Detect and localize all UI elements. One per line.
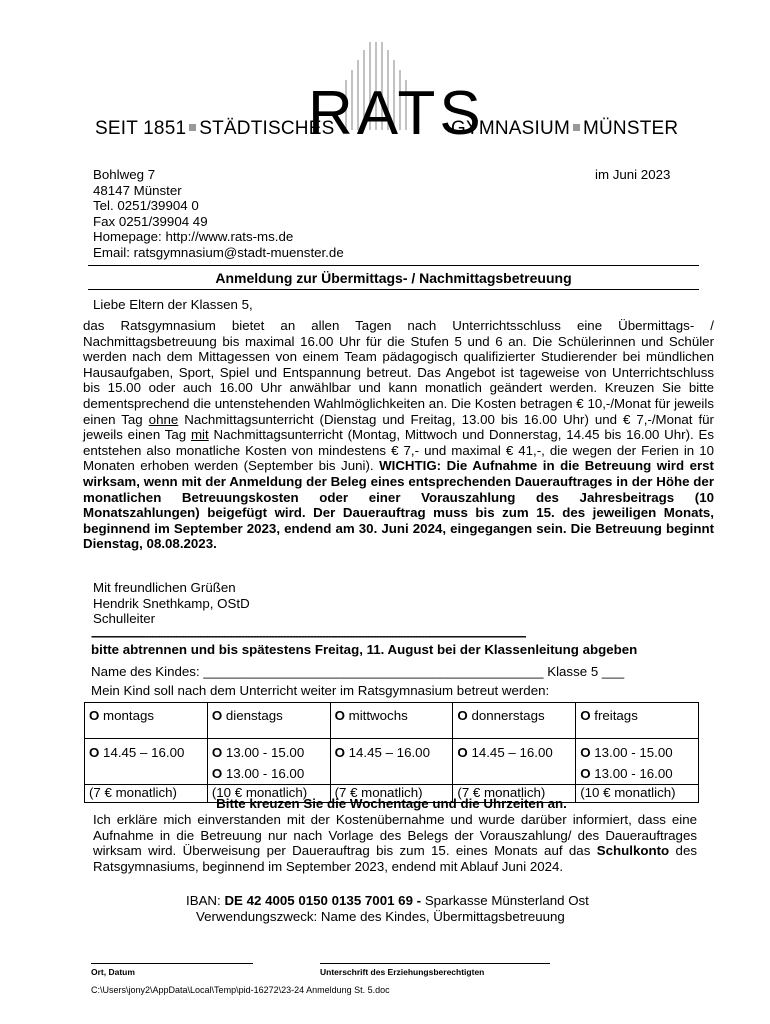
important-notice: WICHTIG: Die Aufnahme in die Betreuung wird erst wirksam, wenn mit der Anmeldung der Beleg eines entsprechenden Dauerauftrages in der Höhe der monatlichen Betreuungskosten oder einer Vorauszahlung des Jahresbeitrags (10 Monatszahlungen) beigefügt wird. Der Dauerauftrag muss bis zum 15. des jeweiligen Monats, beginnend im September 2023, endend am 30. Juni 2024, eingegangen sein. Die Betreuung beginnt Dienstag, 08.08.2023. [83,458,714,552]
address-homepage: Homepage: http://www.rats-ms.de [93,229,294,245]
declaration-schulkonto: Schulkonto [596,843,670,859]
cut-notice: bitte abtrennen und bis spätestens Freitag, 11. August bei der Klassenleitung abgeben [91,642,638,657]
checkbox-icon[interactable]: O [580,708,591,723]
closing-regards: Mit freundlichen Grüßen [93,580,236,595]
address-tel: Tel. 0251/39904 0 [93,198,199,214]
underlined-ohne: ohne [148,411,179,427]
file-path: C:\Users\jony2\AppData\Local\Temp\pid-16272\23-24 Anmeldung St. 5.doc [91,985,390,995]
checkbox-icon[interactable]: O [211,745,223,760]
divider-line [88,265,699,266]
square-separator-icon [573,124,580,131]
checkbox-icon[interactable]: O [211,708,223,723]
address-fax: Fax 0251/39904 49 [93,213,208,229]
day-label: donnerstags [471,708,545,723]
day-cell-mittwochs[interactable] [330,703,453,739]
checkbox-icon[interactable]: O [334,708,345,723]
divider-line [88,289,699,290]
iban-label: IBAN: [186,893,221,908]
child-name-field[interactable]: Name des Kindes: ______________________________________________ Klasse 5 ___ [91,664,625,679]
greeting: Liebe Eltern der Klassen 5, [93,297,253,312]
time-cell[interactable] [85,739,208,785]
table-row [85,703,699,739]
closing-role: Schulleiter [93,611,156,627]
checkbox-icon[interactable]: O [89,708,100,723]
day-label: montags [103,708,155,723]
day-label: mittwochs [348,708,408,723]
iban-number: DE 42 4005 0150 0135 7001 69 - [224,893,422,908]
cost-cell: (10 € monatlich) [576,785,699,803]
address-street: Bohlweg 7 [93,167,156,182]
declaration-part-1: Ich erkläre mich einverstanden mit der Kostenübernahme und wurde darüber informiert, dass eine Aufnahme in die Betreuung nur nach Vorlage des Belegs der Vorauszahlung/ des Dauerauftrages wirksam wird. Überweisung per Dauerauftrag bis zum 15. eines Monats auf das [93,812,697,859]
cost-cell: (7 € monatlich) [330,785,453,803]
address-email: Email: ratsgymnasium@stadt-muenster.de [93,244,344,260]
bank-name: Sparkasse Münsterland Ost [424,893,589,908]
time-cell[interactable] [453,739,576,785]
underlined-mit: mit [190,427,209,443]
day-cell-dienstags[interactable] [207,703,330,739]
checkbox-icon[interactable]: O [580,766,591,781]
time-label: 13.00 - 16.00 [594,766,673,781]
checkbox-icon[interactable]: O [211,766,223,781]
day-cell-freitags[interactable] [576,703,699,739]
care-statement: Mein Kind soll nach dem Unterricht weiter im Ratsgymnasium betreut werden: [91,683,550,698]
declaration-part-2: des Ratsgymnasiums, beginnend im September 2023, endend mit Ablauf Juni 2024. [93,843,697,874]
table-row [85,739,699,785]
payment-purpose: Verwendungszweck: Name des Kindes, Übermittagsbetreuung [196,909,565,924]
iban-line [186,893,589,908]
time-label: 14.45 – 16.00 [471,745,553,760]
body-paragraph [83,318,714,552]
days-table [84,702,699,803]
checkbox-icon[interactable]: O [89,745,100,760]
square-separator-icon [189,124,196,131]
time-cell[interactable] [576,739,699,785]
instruction-text: Bitte kreuzen Sie die Wochentage und die Uhrzeiten an. [216,796,567,811]
cost-cell: (7 € monatlich) [85,785,208,803]
day-cell-donnerstags[interactable] [453,703,576,739]
closing-name: Hendrik Snethkamp, OStD [93,595,250,611]
guardian-signature-label: Unterschrift des Erziehungsberechtigten [320,967,485,977]
address-city: 48147 Münster [93,182,182,198]
letterhead-since: SEIT 1851 [95,118,187,139]
letterhead-gymnasium: GYMNASIUM [451,118,570,139]
body-part-2: Nachmittagsunterricht (Dienstag und Freitag, 13.00 bis 16.00 Uhr) und € 7,-/Monat für jeweils einen Tag [83,411,714,443]
day-cell-montags[interactable] [85,703,208,739]
time-cell[interactable] [330,739,453,785]
letterhead-right [451,118,678,140]
body-part-1: das Ratsgymnasium bietet an allen Tagen nach Unterrichtsschluss eine Übermittags- / Nachmittagsbetreuung bis maximal 16.00 Uhr für die Stufen 5 und 6 an. Die Schülerinnen und Schüler werden nach dem Mittagessen von einem Team pädagogisch qualifizierter Studierender bei mündlichen Hausaufgaben, Sport, Spiel und Entspannung betreut. Das Angebot ist tageweise von Unterrichtschluss bis 15.00 oder auch 16.00 Uhr anwählbar und kann monatlich geändert werden. Kreuzen Sie bitte dementsprechend die untenstehenden Wahlmöglichkeiten an. Die Kosten betragen € 10,-/Monat für jeweils einen Tag [83,318,714,427]
checkbox-icon[interactable]: O [457,745,468,760]
cost-cell: (7 € monatlich) [453,785,576,803]
document-title: Anmeldung zur Übermittags- / Nachmittagsbetreuung [215,270,572,286]
rats-logo: RATS [308,79,485,148]
declaration [93,812,697,874]
letterhead-left [95,118,334,140]
letterhead-muenster: MÜNSTER [582,118,679,139]
address-block [93,167,344,261]
checkbox-icon[interactable]: O [580,745,591,760]
day-label: freitags [594,708,638,723]
letterhead-staedtisches: STÄDTISCHES [199,118,335,139]
cut-line: ------------------------------------------------------------------------------------------------------------------------------------------------- [91,629,526,643]
time-label: 13.00 - 16.00 [225,766,305,781]
time-label: 14.45 – 16.00 [103,745,185,760]
cost-cell: (10 € monatlich) [207,785,330,803]
letter-date: im Juni 2023 [595,167,671,182]
signature-line-guardian[interactable] [320,963,550,964]
time-label: 13.00 - 15.00 [594,745,673,760]
day-label: dienstags [225,708,283,723]
time-cell[interactable] [207,739,330,785]
body-part-3: Nachmittagsunterricht (Montag, Mittwoch und Donnerstag, 14.45 bis 16.00 Uhr). Es entstehen also monatliche Kosten von mindestens € 7,- und maximal € 41,-, die wegen der Ferien in 10 Monaten erhoben werden (September bis Juni). [83,427,714,474]
place-date-label: Ort, Datum [91,967,135,977]
checkbox-icon[interactable]: O [457,708,468,723]
time-label: 14.45 – 16.00 [348,745,430,760]
time-label: 13.00 - 15.00 [225,745,305,760]
checkbox-icon[interactable]: O [334,745,345,760]
closing-block [93,580,250,627]
signature-line-place[interactable] [91,963,253,964]
